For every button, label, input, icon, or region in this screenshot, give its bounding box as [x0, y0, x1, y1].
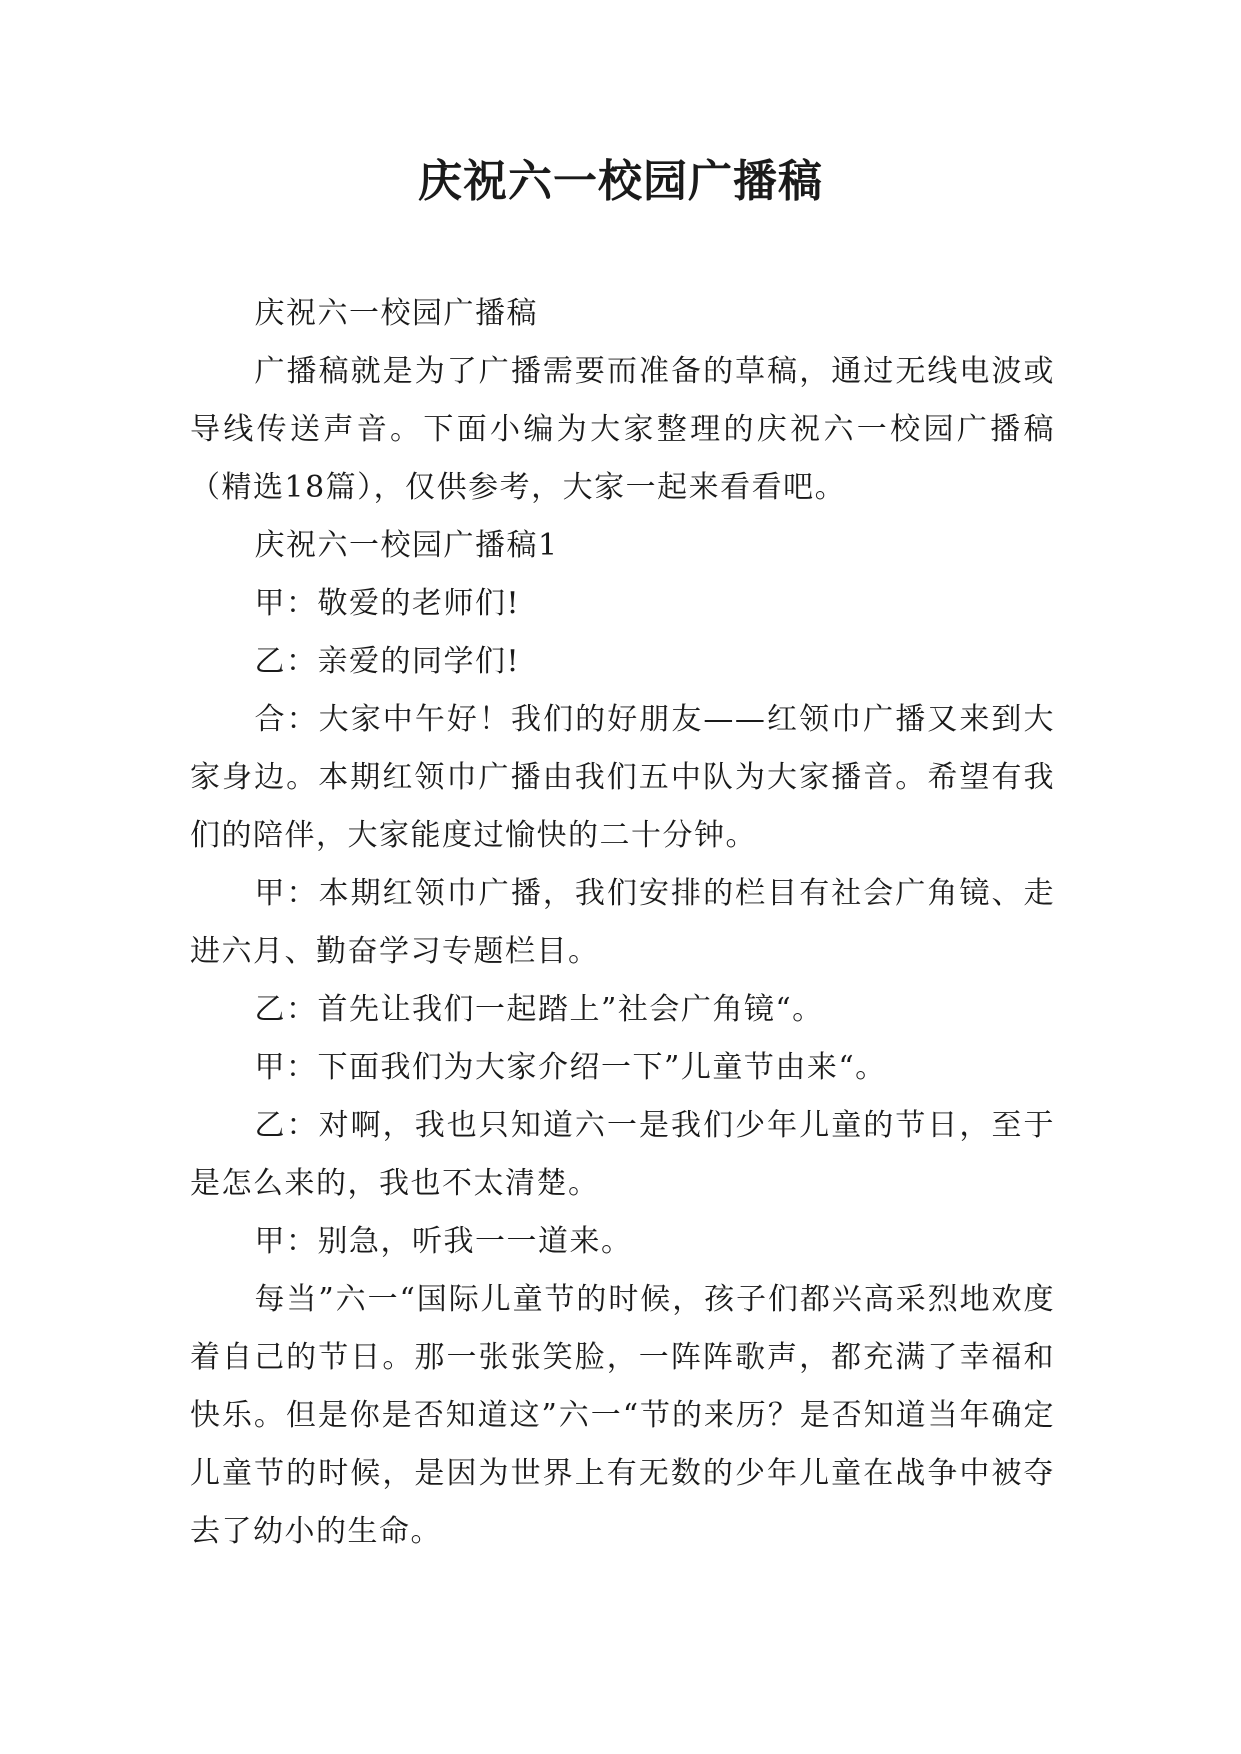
paragraph-dialogue: 甲：别急，听我一一道来。: [254, 1224, 633, 1259]
paragraph-dialogue: 甲：下面我们为大家介绍一下”儿童节由来“。: [254, 1050, 887, 1085]
paragraph-dialogue: 甲：本期红领巾广播，我们安排的栏目有社会广角镜、走进六月、勤奋学习专题栏目。: [190, 876, 1055, 969]
paragraph-dialogue: 合：大家中午好！我们的好朋友——红领巾广播又来到大家身边。本期红领巾广播由我们五中队为大家播音。希望有我们的陪伴，大家能度过愉快的二十分钟。: [190, 702, 1055, 853]
paragraph-body: 每当”六一“国际儿童节的时候，孩子们都兴高采烈地欢度着自己的节日。那一张张笑脸，一阵阵歌声，都充满了幸福和快乐。但是你是否知道这”六一“节的来历？是否知道当年确定儿童节的时候，是因为世界上有无数的少年儿童在战争中被夺去了幼小的生命。: [190, 1282, 1055, 1549]
document-title: 庆祝六一校园广播稿: [418, 156, 823, 207]
document-body: [190, 285, 1055, 1561]
paragraph-dialogue: 乙：首先让我们一起踏上”社会广角镜“。: [254, 992, 824, 1027]
paragraph-dialogue: 乙：亲爱的同学们!: [254, 644, 521, 679]
paragraph-heading: 庆祝六一校园广播稿: [254, 296, 538, 331]
paragraph-dialogue: 乙：对啊，我也只知道六一是我们少年儿童的节日，至于是怎么来的，我也不太清楚。: [190, 1108, 1055, 1201]
paragraph-section-title: 庆祝六一校园广播稿1: [254, 528, 559, 563]
paragraph-intro: 广播稿就是为了广播需要而准备的草稿，通过无线电波或导线传送声音。下面小编为大家整理的庆祝六一校园广播稿（精选18篇），仅供参考，大家一起来看看吧。: [190, 354, 1055, 505]
paragraph-dialogue: 甲：敬爱的老师们!: [254, 586, 521, 621]
